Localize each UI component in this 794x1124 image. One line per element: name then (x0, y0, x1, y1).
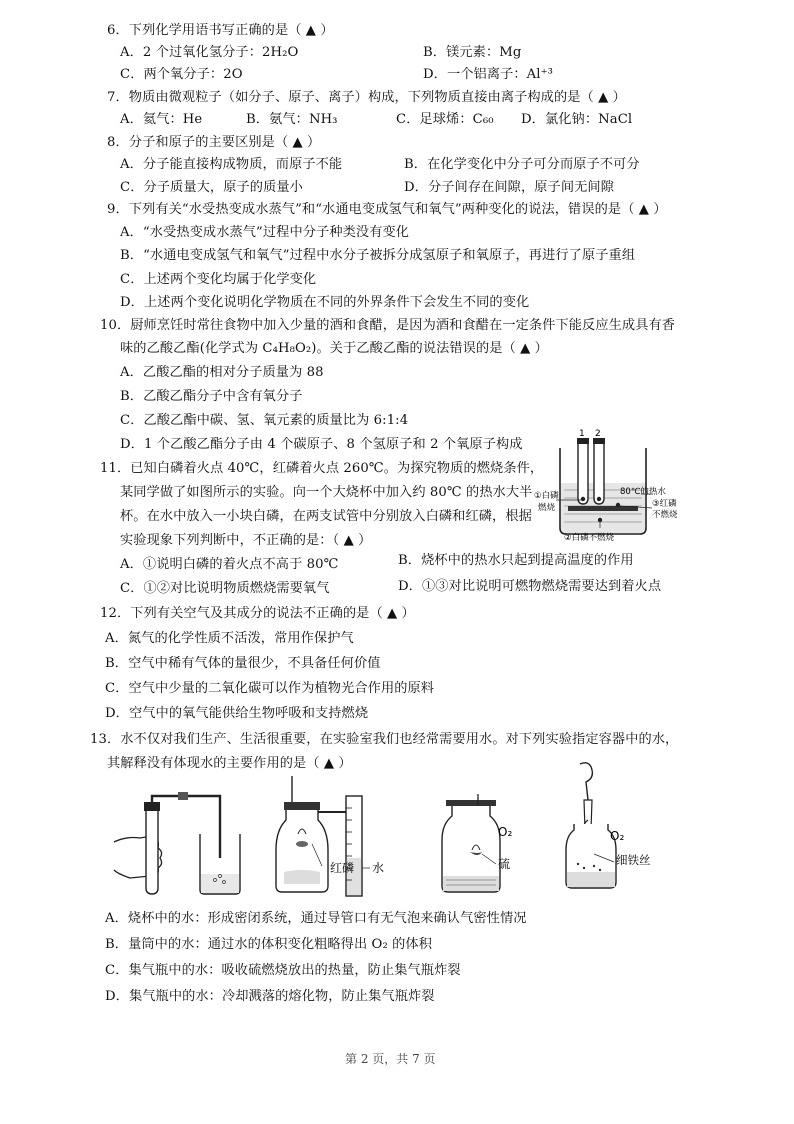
q12-option-b: B．空气中稀有气体的量很少，不具备任何价值 (105, 656, 381, 671)
sulfur-oxygen-figure (438, 794, 528, 900)
q11-stem-line3: 杯。在水中放入一小块白磷，在两支试管中分别放入白磷和红磷，根据 (120, 509, 532, 524)
q11-option-a: A．①说明白磷的着火点不高于 80℃ (120, 557, 339, 572)
q13-option-b: B．量筒中的水：通过水的体积变化粗略得出 O₂ 的体积 (105, 937, 432, 952)
q11-option-b: B．烧杯中的热水只起到提高温度的作用 (398, 553, 634, 568)
q6-option-b: B．镁元素：Mg (423, 45, 522, 60)
red-phosphorus-figure (272, 772, 412, 904)
airtightness-check-figure (112, 778, 272, 904)
fig-white-phosphorus-water-label: ②白磷不燃烧 (564, 533, 615, 543)
q6-option-a: A．2 个过氧化氢分子：2H₂O (120, 45, 299, 60)
q10-option-b: B．乙酸乙酯分子中含有氧分子 (120, 389, 303, 404)
q11-stem-line4: 实验现象下列判断中，不正确的是：（ ▲ ） (120, 533, 372, 548)
q9-option-d: D．上述两个变化说明化学物质在不同的外界条件下会发生不同的变化 (120, 295, 530, 310)
q12-stem: 12．下列有关空气及其成分的说法不正确的是（ ▲ ） (100, 606, 415, 621)
q10-stem-line1: 10．厨师烹饪时常往食物中加入少量的酒和食醋，是因为酒和食醋在一定条件下能反应生成具有香 (100, 318, 676, 333)
q12-option-d: D．空气中的氧气能供给生物呼吸和支持燃烧 (105, 706, 369, 721)
q12-option-c: C．空气中少量的二氧化碳可以作为植物光合作用的原料 (105, 681, 435, 696)
q6-stem: 6．下列化学用语书写正确的是（ ▲ ） (107, 23, 334, 38)
fig-o2-label-c: O₂ (498, 825, 513, 839)
q13-stem-line2: 其解释没有体现水的主要作用的是（ ▲ ） (107, 756, 352, 771)
fig-tube-1-label: 1 (579, 429, 585, 439)
q7-stem: 7．物质由微观粒子（如分子、原子、离子）构成，下列物质直接由离子构成的是（ ▲ ） (107, 90, 626, 105)
q7-option-c: C．足球烯：C₆₀ (396, 112, 494, 127)
q11-stem-line1: 11．已知白磷着火点 40℃，红磷着火点 260℃。为探究物质的燃烧条件， (100, 461, 544, 476)
q9-option-b: B．“水通电变成氢气和氧气”过程中水分子被拆分成氢原子和氧原子，再进行了原子重组 (120, 248, 636, 263)
combustion-experiment-figure (530, 428, 680, 548)
q9-option-c: C．上述两个变化均属于化学变化 (120, 272, 317, 287)
q8-option-c: C．分子质量大，原子的质量小 (120, 180, 303, 195)
q13-option-c: C．集气瓶中的水：吸收硫燃烧放出的热量，防止集气瓶炸裂 (105, 963, 461, 978)
q13-option-a: A．烧杯中的水：形成密闭系统，通过导管口有无气泡来确认气密性情况 (105, 911, 527, 926)
fig-not-burn-label: 不燃烧 (652, 510, 678, 520)
fig-iron-wire-text: 细铁丝 (616, 853, 651, 867)
q13-option-d: D．集气瓶中的水：冷却溅落的熔化物，防止集气瓶炸裂 (105, 989, 435, 1004)
q11-stem-line2: 某同学做了如图所示的实验。向一个大烧杯中加入约 80℃ 的热水大半 (120, 485, 533, 500)
q7-option-b: B．氨气：NH₃ (246, 112, 338, 127)
q11-option-c: C．①②对比说明物质燃烧需要氧气 (120, 581, 330, 596)
fig-water-text: 水 (372, 861, 385, 875)
q7-option-a: A．氦气：He (120, 112, 203, 127)
q10-stem-line2: 味的乙酸乙酯(化学式为 C₄H₈O₂)。关于乙酸乙酯的说法错误的是（ ▲ ） (120, 341, 548, 356)
q10-option-d: D．1 个乙酸乙酯分子由 4 个碳原子、8 个氢原子和 2 个氧原子构成 (120, 437, 523, 452)
fig-red-phosphorus-label: ③红磷 (652, 499, 677, 509)
q13-stem-line1: 13．水不仅对我们生产、生活很重要，在实验室我们也经常需要用水。对下列实验指定容器中的水， (90, 732, 679, 747)
q10-option-a: A．乙酸乙酯的相对分子质量为 88 (120, 365, 324, 380)
q6-option-d: D．一个铝离子：Al⁺³ (423, 67, 554, 82)
fig-tube-2-label: 2 (595, 429, 601, 439)
fig-burn-label: 燃烧 (538, 503, 556, 513)
iron-wire-figure (560, 760, 670, 896)
q6-option-c: C．两个氧分子：2O (120, 67, 243, 82)
q9-option-a: A．“水受热变成水蒸气”过程中分子种类没有变化 (120, 225, 410, 240)
fig-red-phosphorus-text: 红磷 (330, 861, 355, 875)
fig-o2-label-d: O₂ (610, 829, 625, 843)
q11-option-d: D．①③对比说明可燃物燃烧需要达到着火点 (398, 579, 662, 594)
q10-option-c: C．乙酸乙酯中碳、氢、氧元素的质量比为 6:1:4 (120, 413, 409, 428)
q9-stem: 9．下列有关“水受热变成水蒸气”和“水通电变成氢气和氧气”两种变化的说法，错误的是（ ▲ ） (107, 202, 667, 217)
q8-option-d: D．分子间存在间隙，原子间无间隙 (404, 180, 614, 195)
q7-option-d: D．氯化钠：NaCl (521, 112, 633, 127)
page-footer: 第 2 页，共 7 页 (345, 1052, 436, 1066)
q12-option-a: A．氮气的化学性质不活泼，常用作保护气 (105, 631, 354, 646)
q8-option-b: B．在化学变化中分子可分而原子不可分 (404, 157, 640, 172)
fig-sulfur-text: 硫 (498, 857, 511, 871)
fig-hot-water-label: 80℃的热水 (620, 487, 666, 497)
fig-white-phosphorus-label: ①白磷 (534, 491, 559, 501)
q8-stem: 8．分子和原子的主要区别是（ ▲ ） (107, 135, 321, 150)
q8-option-a: A．分子能直接构成物质，而原子不能 (120, 157, 343, 172)
